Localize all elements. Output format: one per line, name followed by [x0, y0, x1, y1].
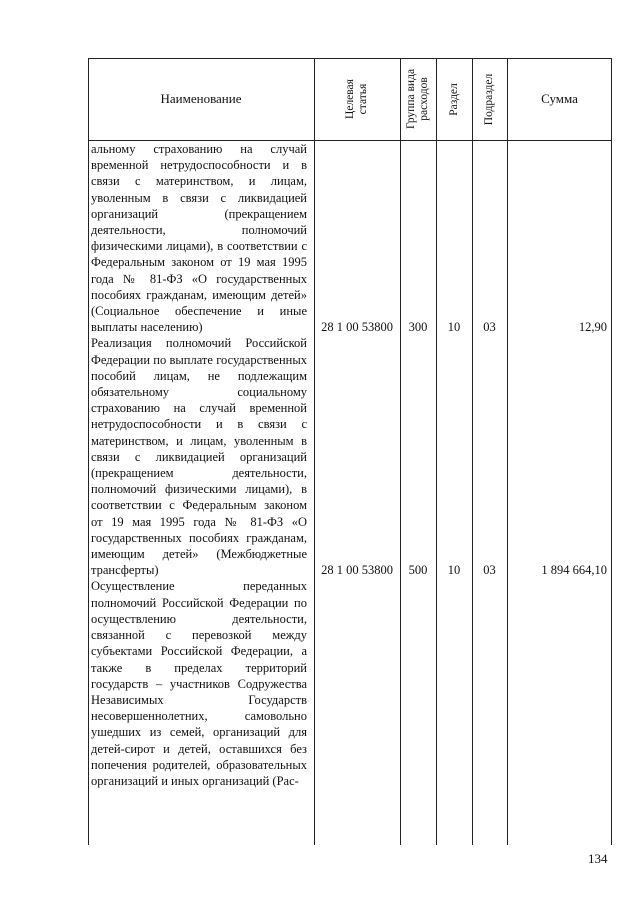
- row-target-article: 28 1 00 53800: [321, 563, 393, 578]
- row-section: 10: [447, 563, 461, 578]
- row-subsection: 03: [483, 563, 496, 578]
- row-expense-group: 500: [408, 563, 428, 578]
- row-name: Реализация полномочий Российской Федерации по выплате государственных пособий лицам, не подлежащим обязательному социальному страхованию на случай временной нетрудоспособности и в связи с материнством, и лицам, уволенным в связи с ликвидацией организаций (прекращением деятельности, полномочий физическими лицами), в соответствии с Федеральным законом от 19 мая 1995 года № 81-ФЗ «О государственных пособиях гражданам, имеющим детей» (Межбюджетные трансферты): [91, 336, 307, 578]
- header-subsection-text: Подраздел: [483, 73, 495, 125]
- header-subsection: [472, 58, 507, 140]
- header-section-text: Раздел: [447, 82, 460, 116]
- header-expense-group: [400, 58, 436, 140]
- row-section: 10: [447, 320, 461, 335]
- header-name: Наименование: [160, 91, 242, 106]
- table-row: [88, 335, 612, 578]
- page-number: 134: [588, 851, 608, 866]
- budget-table: [88, 58, 612, 845]
- header-sum: Сумма: [541, 91, 578, 106]
- row-sum: 12,90: [578, 320, 607, 335]
- table-row: [88, 578, 612, 789]
- row-name: Осуществление переданных полномочий Российской Федерации по осуществлению деятельности, связанной с перевозкой между субъектами Российской Федерации, а также в пределах территорий государств – участников Содружества Независимых Государств несовершеннолетних, самовольно ушедших из семей, организаций для детей-сирот и детей, оставшихся без попечения родителей, образовательных организаций и иных организаций (Рас-: [91, 579, 307, 788]
- row-subsection: 03: [483, 320, 496, 335]
- row-target-article: 28 1 00 53800: [321, 320, 393, 335]
- header-section: [436, 58, 472, 140]
- header-target-article-text: Целевая статья: [344, 79, 369, 119]
- row-sum: 1 894 664,10: [541, 563, 607, 578]
- table-row: [88, 141, 612, 335]
- row-name: альному страхованию на случай временной нетрудоспособности и в связи с материнством, и лицам, уволенным в связи с ликвидацией организаций (прекращением деятельности, полномочий физическими лицами), в соответствии с Федеральным законом от 19 мая 1995 года № 81-ФЗ «О государственных пособиях гражданам, имеющим детей» (Социальное обеспечение и иные выплаты населению): [91, 142, 307, 335]
- row-expense-group: 300: [408, 320, 428, 335]
- table-body: [88, 141, 612, 789]
- header-expense-group-text: Группа вида расходов: [405, 68, 431, 130]
- header-target-article: [314, 58, 400, 140]
